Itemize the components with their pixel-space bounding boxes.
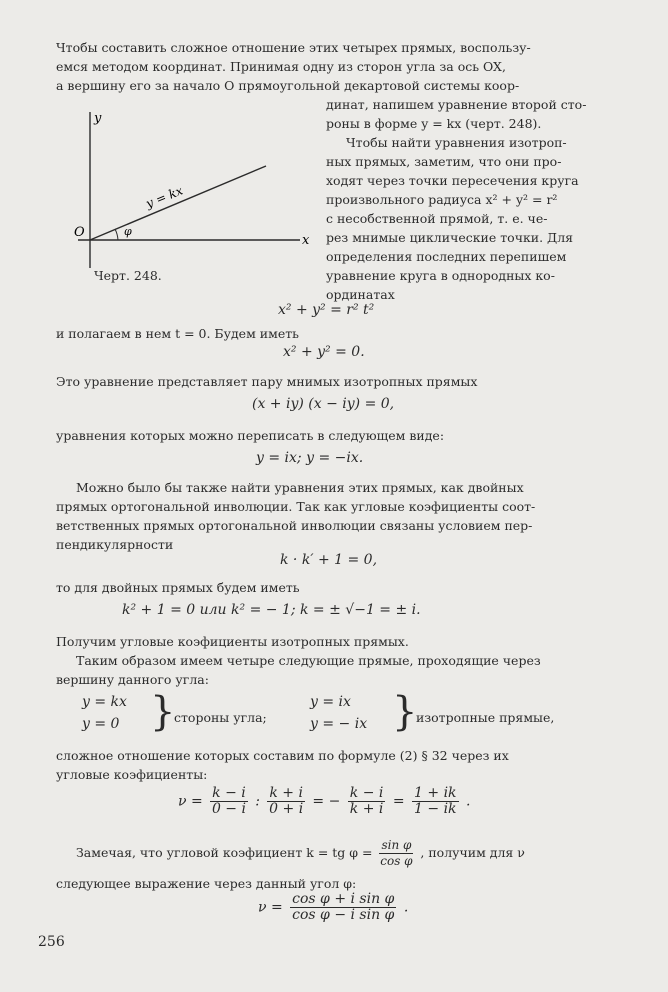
text-line: Чтобы составить сложное отношение этих четырех прямых, воспользу- <box>56 40 531 55</box>
text-line: пендикулярности <box>56 537 174 552</box>
system-eq: y = 0 <box>82 716 120 732</box>
page-number: 256 <box>38 934 65 950</box>
equation: x² + y² = 0. <box>283 344 365 360</box>
x-axis-label: x <box>302 233 310 248</box>
origin-label: O <box>74 225 85 240</box>
text-line: произвольного радиуса x² + y² = r² <box>326 192 558 207</box>
fraction: $\frac{k + i}{0 + i}$ <box>269 785 304 817</box>
text-line: и полагаем в нем t = 0. Будем иметь <box>56 326 299 341</box>
cross-ratio-formula: ν = $\frac{k - i}{0 - i}$ : $\frac{k + i}{0 + i}$ = − $\frac{k - i}{k + i}$ = $\frac{1 + ik}{1 - ik}$ . <box>178 785 471 817</box>
text-line: то для двойных прямых будем иметь <box>56 580 300 595</box>
text-line: угловые коэфициенты: <box>56 767 208 782</box>
equation: k² + 1 = 0 или k² = − 1; k = ± √−1 = ± i. <box>122 602 421 618</box>
text-line: Таким образом имеем четыре следующие прямые, проходящие через <box>76 653 541 668</box>
fraction: $\frac{k - i}{0 - i}$ <box>211 785 246 817</box>
equation: y = ix; y = −ix. <box>256 450 364 466</box>
y-axis-label: y <box>94 111 102 126</box>
system-label: стороны угла; <box>174 710 267 725</box>
line-y-kx <box>90 166 266 240</box>
text-line: ординатах <box>326 287 395 302</box>
text-line: сложное отношение которых составим по формуле (2) § 32 через их <box>56 748 509 763</box>
text-line: Получим угловые коэфициенты изотропных прямых. <box>56 634 409 649</box>
text-line: Можно было бы также найти уравнения этих прямых, как двойных <box>76 480 524 495</box>
fraction: $\frac{\text{sin φ}}{\text{cos φ}}$ <box>380 838 413 868</box>
fraction: $\frac{k - i}{k + i}$ <box>349 785 384 817</box>
equation: ν = $\frac{\text{cos φ + i sin φ}}{\text{cos φ − i sin φ}}$ . <box>258 891 409 923</box>
text-line: вершину данного угла: <box>56 672 209 687</box>
system-eq: y = − ix <box>310 716 368 732</box>
figure-248 <box>48 108 318 298</box>
text-line: ветственных прямых ортогональной инволюции связаны условием пер- <box>56 518 533 533</box>
line-label: y = kx <box>143 183 185 211</box>
text-line: уравнение круга в однородных ко- <box>326 268 555 283</box>
equation: k · k′ + 1 = 0, <box>280 552 378 568</box>
system-eq: y = ix <box>310 694 351 710</box>
system-label: изотропные прямые, <box>416 710 555 725</box>
angle-label: φ <box>124 225 132 238</box>
figure-caption: Черт. 248. <box>94 268 162 283</box>
fraction: $\frac{1 + ik}{1 - ik}$ <box>414 785 457 817</box>
coordinate-diagram <box>48 108 318 298</box>
text-line: прямых ортогональной инволюции. Так как угловые коэфициенты соот- <box>56 499 536 514</box>
text-line: ных прямых, заметим, что они про- <box>326 154 562 169</box>
text-line: динат, напишем уравнение второй сто- <box>326 97 587 112</box>
angle-arc <box>115 229 118 240</box>
equation: (x + iy) (x − iy) = 0, <box>252 396 395 412</box>
text-line: Это уравнение представляет пару мнимых изотропных прямых <box>56 374 478 389</box>
text-line: Замечая, что угловой коэфициент k = tg φ = $\frac{\text{sin φ}}{\text{cos φ}}$ , получим для ν <box>76 838 525 868</box>
equation: x² + y² = r² t² <box>278 302 375 318</box>
text-line: уравнения которых можно переписать в следующем виде: <box>56 428 445 443</box>
text-line: роны в форме y = kx (черт. 248). <box>326 116 542 131</box>
text-line: ходят через точки пересечения круга <box>326 173 579 188</box>
text-line: рез мнимые циклические точки. Для <box>326 230 574 245</box>
fraction: $\frac{\text{cos φ + i sin φ}}{\text{cos φ − i sin φ}}$ <box>292 891 395 923</box>
text-line: емся методом координат. Принимая одну из сторон угла за ось OX, <box>56 59 506 74</box>
text-line: а вершину его за начало O прямоугольной декартовой системы коор- <box>56 78 520 93</box>
system-eq: y = kx <box>82 694 127 710</box>
text-line: Чтобы найти уравнения изотроп- <box>346 135 567 150</box>
text-line: следующее выражение через данный угол φ: <box>56 876 357 891</box>
text-line: с несобственной прямой, т. е. че- <box>326 211 548 226</box>
right-brace: } <box>150 689 176 735</box>
formula-lhs: ν = <box>178 793 203 810</box>
right-brace: } <box>392 689 418 735</box>
text-line: определения последних перепишем <box>326 249 567 264</box>
